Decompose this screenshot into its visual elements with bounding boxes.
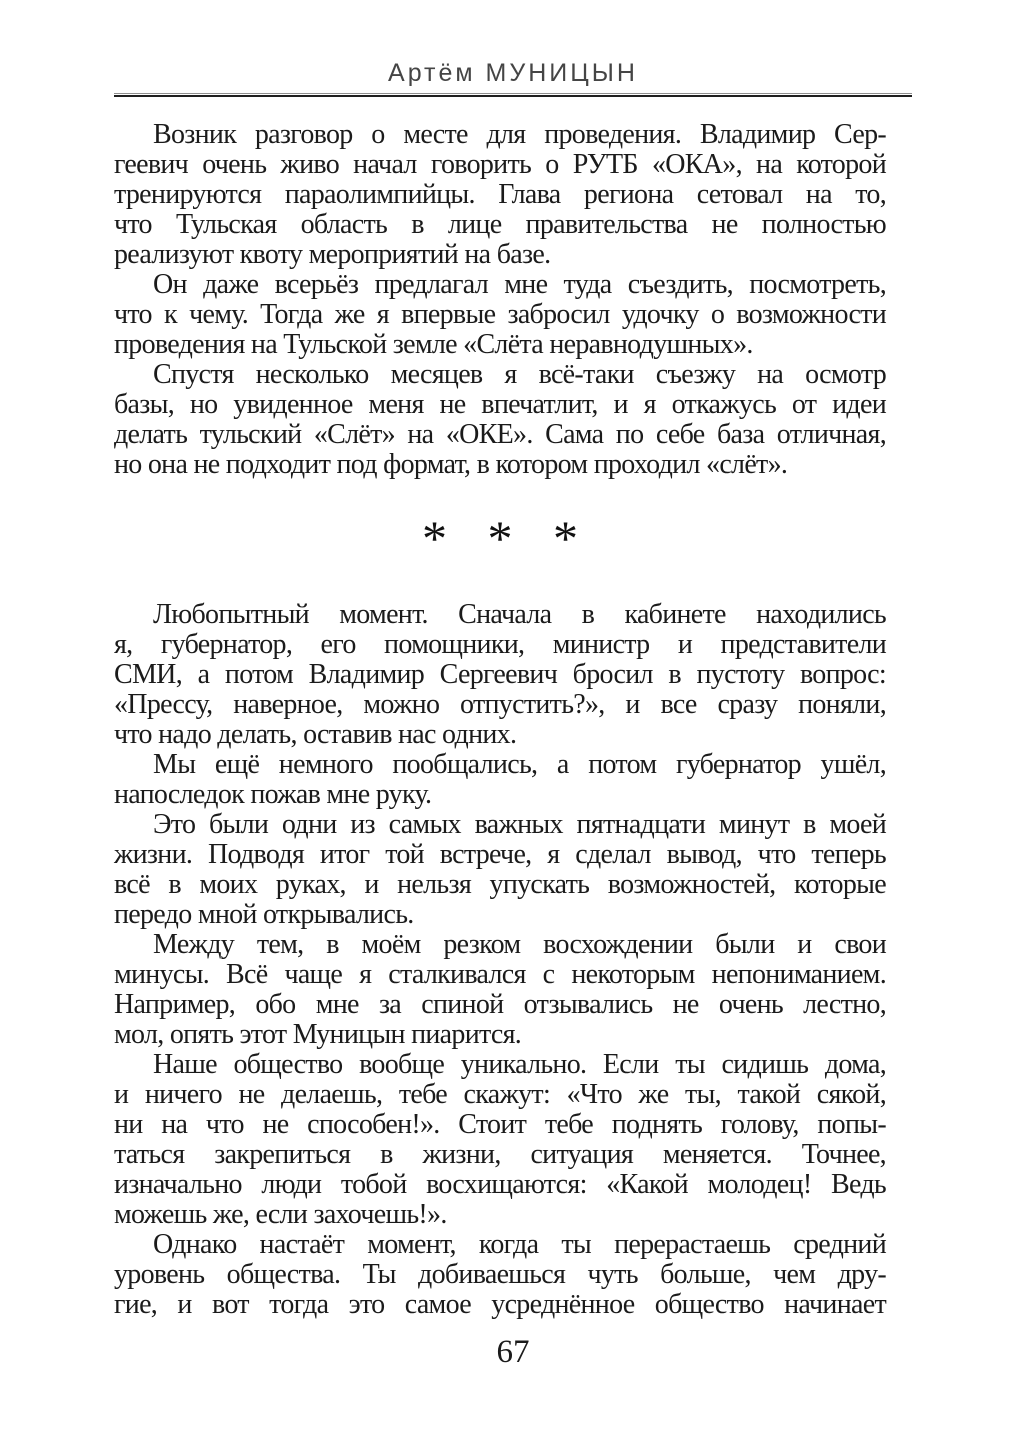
text-line: Это были одни из самых важных пятнадцати минут в моей xyxy=(153,809,886,840)
text-line: Возник разговор о месте для проведения. Владимир Сер- xyxy=(153,119,886,150)
paragraph xyxy=(114,600,886,750)
text-line: тренируются параолимпийцы. Глава региона сетовал на то, xyxy=(114,179,886,210)
paragraph xyxy=(114,360,886,480)
text-line: гие, и вот тогда это самое усреднённое общество начинает xyxy=(114,1289,886,1320)
text-line: мол, опять этот Муницын пиарится. xyxy=(114,1019,522,1050)
text-line: и ничего не делаешь, тебе скажут: «Что же ты, такой сякой, xyxy=(114,1079,886,1110)
text-line: «Прессу, наверное, можно отпустить?», и все сразу поняли, xyxy=(114,689,886,720)
paragraph xyxy=(114,750,886,810)
text-line: Однако настаёт момент, когда ты перерастаешь средний xyxy=(153,1229,886,1260)
text-line: Наше общество вообще уникально. Если ты сидишь дома, xyxy=(153,1049,886,1080)
text-line: реализуют квоту мероприятий на базе. xyxy=(114,239,551,270)
text-line: Любопытный момент. Сначала в кабинете находились xyxy=(153,599,886,630)
text-line: напоследок пожав мне руку. xyxy=(114,779,432,810)
text-block xyxy=(114,120,886,1320)
paragraph xyxy=(114,1230,886,1320)
paragraph xyxy=(114,810,886,930)
paragraph xyxy=(114,270,886,360)
text-line: Спустя несколько месяцев я всё-таки съезжу на осмотр xyxy=(153,359,886,390)
paragraph xyxy=(114,1050,886,1230)
text-line: можешь же, если захочешь!». xyxy=(114,1199,447,1230)
header-rule-thick-line xyxy=(114,95,912,97)
paragraph xyxy=(114,930,886,1050)
page-number: 67 xyxy=(496,1334,530,1370)
text-line: всё в моих руках, и нельзя упускать возможностей, которые xyxy=(114,869,886,900)
header-rule-thin-line xyxy=(114,93,912,94)
text-line: минусы. Всё чаще я сталкивался с некоторым непониманием. xyxy=(114,959,886,990)
paragraph xyxy=(114,120,886,270)
text-line: что надо делать, оставив нас одних. xyxy=(114,719,517,750)
text-line: изначально люди тобой восхищаются: «Какой молодец! Ведь xyxy=(114,1169,886,1200)
text-line: жизни. Подводя итог той встрече, я сделал вывод, что теперь xyxy=(114,839,886,870)
text-line: передо мной открывались. xyxy=(114,899,414,930)
text-line: проведения на Тульской земле «Слёта неравнодушных». xyxy=(114,329,753,360)
text-line: СМИ, а потом Владимир Сергеевич бросил в пустоту вопрос: xyxy=(114,659,886,690)
header-rule xyxy=(114,93,912,97)
text-line: что Тульская область в лице правительства не полностью xyxy=(114,209,886,240)
text-line: Он даже всерьёз предлагал мне туда съездить, посмотреть, xyxy=(153,269,886,300)
text-line: Мы ещё немного пообщались, а потом губернатор ушёл, xyxy=(153,749,886,780)
text-line: таться закрепиться в жизни, ситуация меняется. Точнее, xyxy=(114,1139,886,1170)
text-line: но она не подходит под формат, в котором проходил «слёт». xyxy=(114,449,788,480)
text-line: Между тем, в моём резком восхождении были и свои xyxy=(153,929,886,960)
text-line: базы, но увиденное меня не впечатлит, и я откажусь от идеи xyxy=(114,389,886,420)
section-separator: * * * xyxy=(422,510,578,566)
text-line: что к чему. Тогда же я впервые забросил удочку о возможности xyxy=(114,299,886,330)
text-line: ни на что не способен!». Стоит тебе поднять голову, попы- xyxy=(114,1109,886,1140)
text-line: Например, обо мне за спиной отзывались не очень лестно, xyxy=(114,989,886,1020)
text-line: я, губернатор, его помощники, министр и представители xyxy=(114,629,886,660)
running-header xyxy=(114,0,912,97)
text-line: геевич очень живо начал говорить о РУТБ «ОКА», на которой xyxy=(114,149,886,180)
running-header-author: Артём МУНИЦЫН xyxy=(388,59,638,87)
text-line: уровень общества. Ты добиваешься чуть больше, чем дру- xyxy=(114,1259,886,1290)
text-line: делать тульский «Слёт» на «ОКЕ». Сама по себе база отличная, xyxy=(114,419,886,450)
